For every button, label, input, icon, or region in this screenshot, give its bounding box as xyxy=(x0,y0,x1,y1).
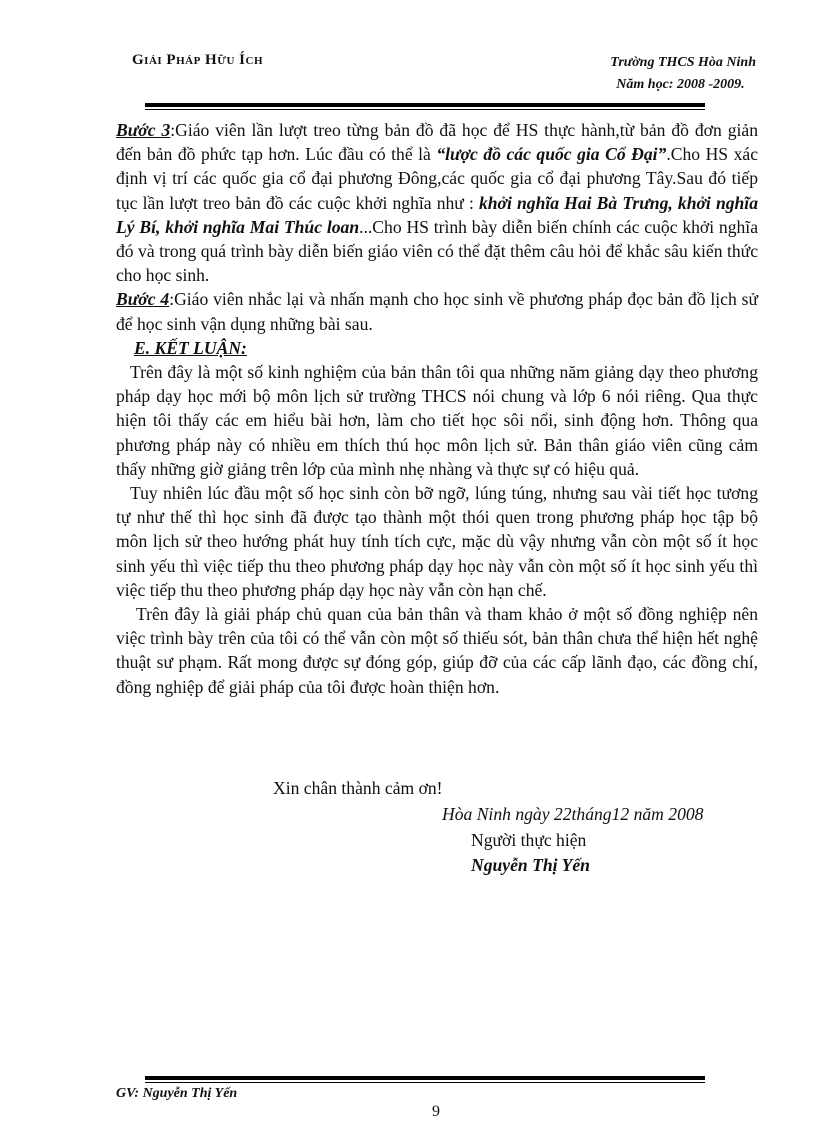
conclusion-paragraph-2: Tuy nhiên lúc đầu một số học sinh còn bỡ ngỡ, lúng túng, nhưng sau vài tiết học tương tự như thế thì học sinh đã được tạo thành một thói quen trong phương pháp học tập bộ môn lịch sử theo hướng phát huy tính tích cực, mặc dù vậy nhưng vẫn còn một số ít học sinh yếu thì việc tiếp thu theo phương pháp dạy học này vẫn còn một số ít học sinh yếu thì việc tiếp thu theo phương pháp dạy học này vẫn còn hạn chế. xyxy=(116,483,758,600)
step3-text2: .Cho HS xác định vị trí các quốc gia cổ đại phương Đông,các quốc gia cổ đại phương Tây.Sau đó tiếp tục lần lượt treo bản đồ các cuộc khởi nghĩa như : xyxy=(116,144,759,213)
signer-name: Nguyễn Thị Yến xyxy=(471,855,590,875)
step3-text1: :Giáo viên lần lượt treo từng bản đồ đã học để HS thực hành,từ bản đồ đơn giản đến bản đồ phức tạp hơn. Lúc đầu có thể là xyxy=(116,120,758,165)
step3-quote: “lược đồ các quốc gia Cổ Đại” xyxy=(436,144,667,165)
footer-divider xyxy=(145,1076,705,1083)
step4-text: :Giáo viên nhắc lại và nhấn mạnh cho học sinh về phương pháp đọc bản đồ lịch sử để học sinh vận dụng những bài sau. xyxy=(116,289,758,334)
section-heading xyxy=(116,336,758,360)
page-number: 9 xyxy=(432,1103,440,1120)
step3-text3: ...Cho HS trình bày diễn biến chính các cuộc khởi nghĩa đó và trong quá trình bày diễn biến giáo viên có thể đặt thêm câu hỏi để khắc sâu kiến thức cho học sinh. xyxy=(116,216,759,286)
date-line: Hòa Ninh ngày 22tháng12 năm 2008 xyxy=(442,804,704,824)
signer-role: Người thực hiện xyxy=(471,830,587,850)
conclusion-paragraph-1: Trên đây là một số kinh nghiệm của bản thân tôi qua những năm giảng dạy theo phương pháp dạy học mới bộ môn lịch sử trường THCS nói chung và lớp 6 nói riêng. Qua thực hiện tôi thấy các em hiểu bài hơn, làm cho tiết học sôi nổi, sinh động hơn. Thông qua phương pháp này có nhiều em thích thú học môn lịch sử. Bản thân giáo viên cũng cảm thấy những giờ giảng trên lớp của mình nhẹ nhàng và thực sự có hiệu quả. xyxy=(116,362,758,479)
step3-uprisings: khởi nghĩa Hai Bà Trưng, khởi nghĩa Lý Bí, khởi nghĩa Mai Thúc loan xyxy=(116,192,758,237)
thanks-line: Xin chân thành cảm ơn! xyxy=(273,778,443,798)
footer-author: GV: Nguyễn Thị Yến xyxy=(116,1086,238,1101)
document-body xyxy=(116,118,758,699)
step3-label: Bước 3 xyxy=(116,120,171,140)
step4-label: Bước 4 xyxy=(116,289,170,310)
header-school-info xyxy=(610,52,756,96)
step3-paragraph xyxy=(116,118,758,287)
step4-paragraph xyxy=(116,287,758,335)
school-year: Năm học: 2008 -2009. xyxy=(616,77,745,92)
section-title: E. KẾT LUẬN: xyxy=(134,337,247,358)
header-divider xyxy=(145,103,705,110)
school-name: Trường THCS Hòa Ninh xyxy=(610,55,756,70)
conclusion-paragraph-3: Trên đây là giải pháp chủ quan của bản thân và tham khảo ở một số đồng nghiệp nên việc trình bày trên của tôi có thể vẫn còn một số thiếu sót, bản thân chưa thể hiện hết nghệ thuật sư phạm. Rất mong được sự đóng góp, giúp đỡ của các cấp lãnh đạo, các đồng chí, đồng nghiệp để giải pháp của tôi được hoàn thiện hơn. xyxy=(116,604,758,697)
header-title: Giải Pháp Hữu Ích xyxy=(132,52,264,68)
